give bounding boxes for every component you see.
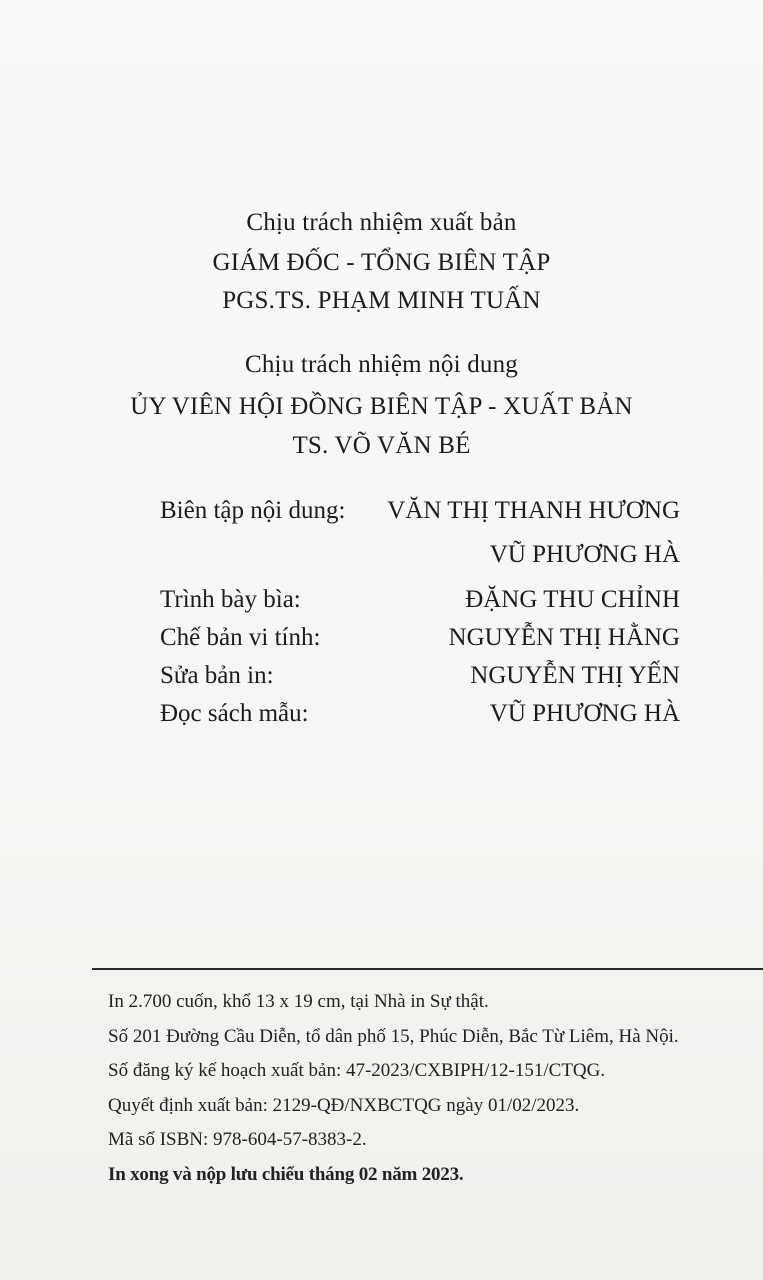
content-responsible-heading: Chịu trách nhiệm nội dung — [244, 351, 519, 378]
imprint-legal-deposit: In xong và nộp lưu chiểu tháng 02 năm 2023. — [108, 1163, 464, 1185]
content-responsible-position: ỦY VIÊN HỘI ĐỒNG BIÊN TẬP - XUẤT BẢN — [130, 393, 633, 420]
credit-name: VĂN THỊ THANH HƯƠNG — [387, 497, 680, 524]
credit-name: NGUYỄN THỊ HẰNG — [448, 624, 680, 651]
credit-names — [490, 699, 680, 743]
publisher-responsible-heading: Chịu trách nhiệm xuất bản — [246, 209, 517, 236]
publisher-responsible-position: GIÁM ĐỐC - TỔNG BIÊN TẬP — [212, 249, 551, 276]
imprint-block — [108, 985, 763, 1192]
credits-list — [160, 496, 680, 737]
imprint-divider — [92, 968, 763, 970]
credit-row-typesetting — [160, 623, 680, 661]
publisher-responsible-name: PGS.TS. PHẠM MINH TUẤN — [222, 287, 541, 314]
credit-row-proofreading — [160, 661, 680, 699]
credit-name: VŨ PHƯƠNG HÀ — [489, 700, 680, 727]
content-responsible-name: TS. VÕ VĂN BÉ — [292, 432, 471, 459]
credit-name: NGUYỄN THỊ YẾN — [470, 662, 680, 689]
credit-name: ĐẶNG THU CHỈNH — [465, 586, 680, 613]
credit-role: Biên tập nội dung: — [160, 497, 346, 524]
imprint-publishing-decision: Quyết định xuất bản: 2129-QĐ/NXBCTQG ngày 01/02/2023. — [108, 1094, 580, 1116]
credit-role: Trình bày bìa: — [160, 586, 301, 613]
imprint-registration-number: Số đăng ký kế hoạch xuất bản: 47-2023/CXBIPH/12-151/CTQG. — [108, 1060, 606, 1081]
credit-role: Chế bản vi tính: — [160, 624, 321, 651]
credit-names — [387, 496, 680, 584]
credit-row-content-editor — [160, 496, 680, 585]
credit-row-cover-design — [160, 585, 680, 623]
credit-row-sample-reading — [160, 699, 680, 737]
credit-name: VŨ PHƯƠNG HÀ — [489, 541, 680, 568]
credit-role: Đọc sách mẫu: — [160, 700, 309, 727]
imprint-isbn: Mã số ISBN: 978-604-57-8383-2. — [108, 1129, 367, 1150]
credit-role: Sửa bản in: — [160, 662, 274, 689]
imprint-print-run: In 2.700 cuốn, khổ 13 x 19 cm, tại Nhà in Sự thật. — [108, 991, 489, 1012]
imprint-printer-address: Số 201 Đường Cầu Diễn, tổ dân phố 15, Phúc Diễn, Bắc Từ Liêm, Hà Nội. — [108, 1025, 679, 1047]
